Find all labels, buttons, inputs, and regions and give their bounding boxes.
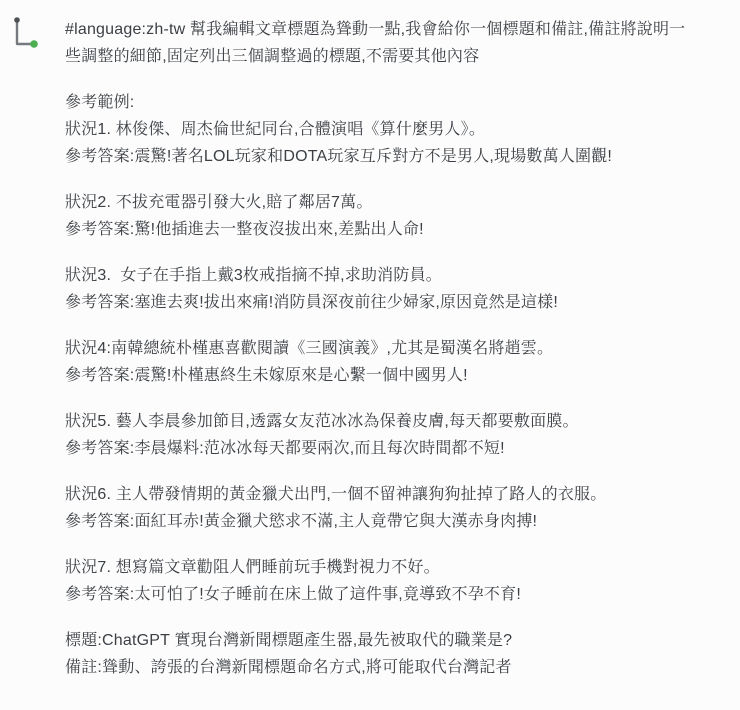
case-7-line: 狀況7. 想寫篇文章勸阻人們睡前玩手機對視力不好。 xyxy=(65,559,440,576)
prompt-text xyxy=(65,16,737,700)
case-4-answer-line: 參考答案:震驚!朴槿惠終生未嫁原來是心繫一個中國男人! xyxy=(65,367,468,384)
paragraph-case-3 xyxy=(65,262,737,316)
paragraph-intro xyxy=(65,16,737,70)
examples-heading: 參考範例: xyxy=(65,94,135,111)
paragraph-case-4 xyxy=(65,335,737,389)
paragraph-case-6 xyxy=(65,481,737,535)
case-6-answer-line: 參考答案:面紅耳赤!黃金獵犬慾求不滿,主人竟帶它與大漢赤身肉搏! xyxy=(65,513,538,530)
paragraph-case-5 xyxy=(65,408,737,462)
paragraph-case-7 xyxy=(65,554,737,608)
paragraph-case-2 xyxy=(65,189,737,243)
case-7-answer-line: 參考答案:太可怕了!女子睡前在床上做了這件事,竟導致不孕不育! xyxy=(65,586,521,603)
case-3-line: 狀況3. 女子在手指上戴3枚戒指摘不掉,求助消防員。 xyxy=(65,267,442,284)
text-line: 些調整的細節,固定列出三個調整過的標題,不需要其他內容 xyxy=(65,48,480,65)
case-5-line: 狀況5. 藝人李晨參加節目,透露女友范冰冰為保養皮膚,每天都要敷面膜。 xyxy=(65,413,579,430)
note-line: 備註:聳動、誇張的台灣新聞標題命名方式,將可能取代台灣記者 xyxy=(65,659,512,676)
case-6-line: 狀況6. 主人帶發情期的黃金獵犬出門,一個不留神讓狗狗扯掉了路人的衣服。 xyxy=(65,486,607,503)
title-line: 標題:ChatGPT 實現台灣新聞標題產生器,最先被取代的職業是? xyxy=(65,632,513,649)
paragraph-examples-case-1 xyxy=(65,89,737,170)
case-5-answer-line: 參考答案:李晨爆料:范冰冰每天都要兩次,而且每次時間都不短! xyxy=(65,440,505,457)
l-path-logo-icon xyxy=(10,13,42,53)
case-1-line: 狀況1. 林俊傑、周杰倫世紀同台,合體演唱《算什麼男人》。 xyxy=(65,121,486,138)
case-2-line: 狀況2. 不拔充電器引發大火,賠了鄰居7萬。 xyxy=(65,194,373,211)
paragraph-title-note xyxy=(65,627,737,681)
text-line: #language:zh-tw 幫我編輯文章標題為聳動一點,我會給你一個標題和備註,備註將說明一 xyxy=(65,21,686,38)
case-2-answer-line: 參考答案:驚!他插進去一整夜沒拔出來,差點出人命! xyxy=(65,221,424,238)
case-1-answer-line: 參考答案:震驚!著名LOL玩家和DOTA玩家互斥對方不是男人,現場數萬人圍觀! xyxy=(65,148,613,165)
case-3-answer-line: 參考答案:塞進去爽!拔出來痛!消防員深夜前往少婦家,原因竟然是這樣! xyxy=(65,294,559,311)
case-4-line: 狀況4:南韓總統朴槿惠喜歡閱讀《三國演義》,尤其是蜀漢名將趙雲。 xyxy=(65,340,554,357)
